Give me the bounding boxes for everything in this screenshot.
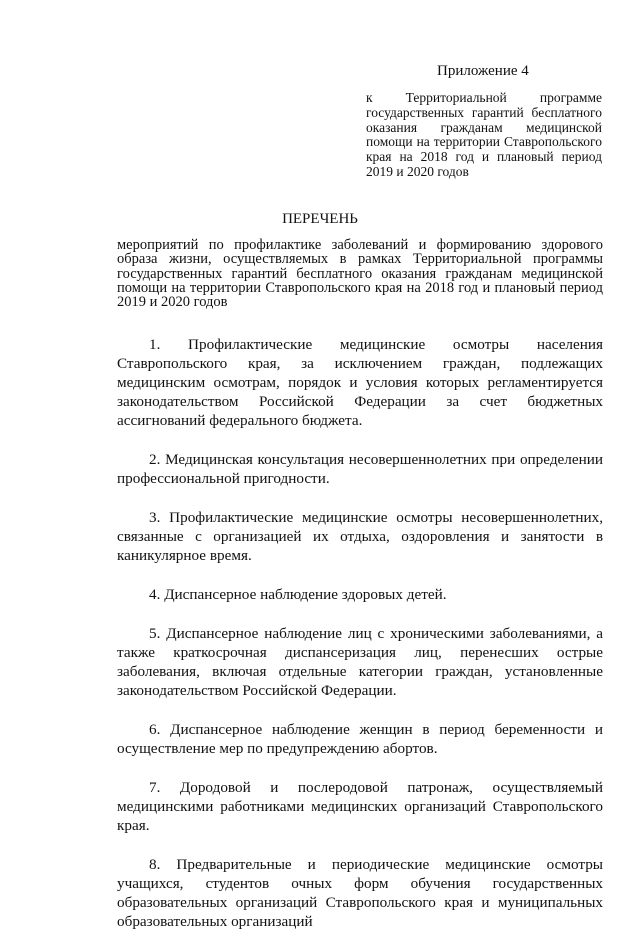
appendix-title: Приложение 4 (437, 63, 529, 79)
list-item: 2. Медицинская консультация несовершеннолетних при определении профессиональной пригодности. (117, 451, 603, 487)
document-heading: ПЕРЕЧЕНЬ (282, 211, 358, 227)
list-item: 8. Предварительные и периодические медицинские осмотры учащихся, студентов очных форм обучения государственных образовательных организаций Ставропольского края и муниципальных образовательных организаций (117, 856, 603, 930)
list-item: 3. Профилактические медицинские осмотры несовершеннолетних, связанные с организацией их отдыха, оздоровления и занятости в каникулярное время. (117, 509, 603, 564)
appendix-text: к Территориальной программе государственных гарантий бесплатного оказания гражданам медицинской помощи на территории Ставропольского края на 2018 год и плановый период 2019 и 2020 годов (366, 90, 602, 179)
list-item: 7. Дородовой и послеродовой патронаж, осуществляемый медицинскими работниками медицинских организаций Ставропольского края. (117, 779, 603, 834)
document-subheading: мероприятий по профилактике заболеваний и формированию здорового образа жизни, осуществляемых в рамках Территориальной программы государственных гарантий бесплатного оказания гражданам медицинской помощи на территории Ставропольского края на 2018 год и плановый период 2019 и 2020 годов (117, 237, 603, 311)
list-item: 1. Профилактические медицинские осмотры населения Ставропольского края, за исключением граждан, подлежащих медицинским осмотрам, порядок и условия которых регламентируется законодательством Российской Федерации за счет бюджетных ассигнований федерального бюджета. (117, 336, 603, 429)
items-list (117, 335, 603, 951)
list-item: 5. Диспансерное наблюдение лиц с хроническими заболеваниями, а также краткосрочная диспансеризация лиц, перенесших острые заболевания, включая отдельные категории граждан, установленные законодательством Российской Федерации. (117, 625, 603, 699)
list-item: 4. Диспансерное наблюдение здоровых детей. (149, 586, 447, 603)
list-item: 6. Диспансерное наблюдение женщин в период беременности и осуществление мер по предупреждению абортов. (117, 721, 603, 757)
